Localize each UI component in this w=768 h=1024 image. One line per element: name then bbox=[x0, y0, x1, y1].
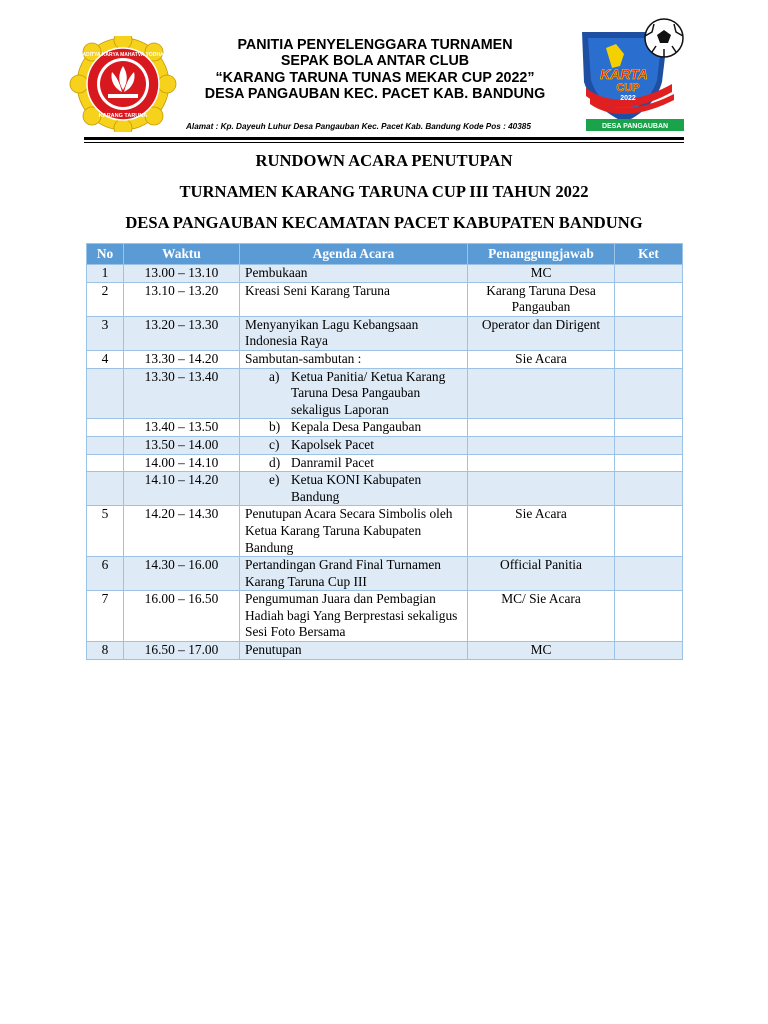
document-title: RUNDOWN ACARA PENUTUPAN bbox=[255, 151, 513, 170]
cell-penanggungjawab bbox=[468, 472, 615, 506]
document-subtitle: TURNAMEN KARANG TARUNA CUP III TAHUN 2022 bbox=[179, 182, 589, 201]
header-waktu: Waktu bbox=[124, 244, 240, 265]
cell-agenda: Kreasi Seni Karang Taruna bbox=[240, 282, 468, 316]
sub-item-text: Kapolsek Pacet bbox=[291, 436, 374, 452]
cell-penanggungjawab: MC bbox=[468, 642, 615, 660]
sub-item-letter: a) bbox=[269, 368, 280, 384]
cell-no bbox=[87, 368, 124, 419]
cell-waktu: 14.10 – 14.20 bbox=[124, 472, 240, 506]
letterhead-divider-thin bbox=[84, 142, 684, 143]
cell-ket bbox=[615, 368, 683, 419]
cell-waktu: 14.30 – 16.00 bbox=[124, 557, 240, 591]
cell-agenda bbox=[240, 368, 468, 419]
cell-no bbox=[87, 472, 124, 506]
cup-text: CUP bbox=[616, 82, 640, 94]
table-row bbox=[87, 454, 683, 472]
cell-agenda: Sambutan-sambutan : bbox=[240, 350, 468, 368]
cell-agenda: Pembukaan bbox=[240, 265, 468, 283]
cell-ket bbox=[615, 265, 683, 283]
table-row bbox=[87, 316, 683, 350]
cell-penanggungjawab: Karang Taruna Desa Pangauban bbox=[468, 282, 615, 316]
document-location: DESA PANGAUBAN KECAMATAN PACET KABUPATEN BANDUNG bbox=[125, 213, 643, 232]
cell-ket bbox=[615, 591, 683, 642]
cell-agenda: Menyanyikan Lagu Kebangsaan Indonesia Raya bbox=[240, 316, 468, 350]
sub-item-text: Danramil Pacet bbox=[291, 454, 374, 470]
table-row bbox=[87, 265, 683, 283]
cell-penanggungjawab bbox=[468, 454, 615, 472]
cell-no: 4 bbox=[87, 350, 124, 368]
cell-penanggungjawab: Sie Acara bbox=[468, 506, 615, 557]
cell-penanggungjawab bbox=[468, 368, 615, 419]
cell-waktu: 13.30 – 13.40 bbox=[124, 368, 240, 419]
cell-penanggungjawab bbox=[468, 436, 615, 454]
cell-waktu: 13.10 – 13.20 bbox=[124, 282, 240, 316]
sub-item-text: Kepala Desa Pangauban bbox=[291, 419, 422, 435]
cell-waktu: 16.00 – 16.50 bbox=[124, 591, 240, 642]
cell-agenda bbox=[240, 472, 468, 506]
cell-agenda bbox=[240, 454, 468, 472]
cell-ket bbox=[615, 436, 683, 454]
sub-item-letter: e) bbox=[269, 472, 280, 488]
cell-waktu: 13.20 – 13.30 bbox=[124, 316, 240, 350]
letterhead-line-2: SEPAK BOLA ANTAR CLUB bbox=[280, 53, 470, 70]
cell-no bbox=[87, 436, 124, 454]
cell-waktu: 13.00 – 13.10 bbox=[124, 265, 240, 283]
letterhead-line-4: DESA PANGAUBAN KEC. PACET KAB. BANDUNG bbox=[204, 85, 546, 102]
cell-penanggungjawab: MC bbox=[468, 265, 615, 283]
cell-waktu: 13.50 – 14.00 bbox=[124, 436, 240, 454]
letterhead-address: Alamat : Kp. Dayeuh Luhur Desa Pangauban Kec. Pacet Kab. Bandung Kode Pos : 40385 bbox=[186, 122, 531, 131]
cell-ket bbox=[615, 472, 683, 506]
table-row bbox=[87, 282, 683, 316]
cell-penanggungjawab: MC/ Sie Acara bbox=[468, 591, 615, 642]
cell-agenda bbox=[240, 419, 468, 437]
header-penanggungjawab: Penanggungjawab bbox=[468, 244, 615, 265]
cell-ket bbox=[615, 642, 683, 660]
cell-ket bbox=[615, 316, 683, 350]
header-ket: Ket bbox=[615, 244, 683, 265]
table-row bbox=[87, 506, 683, 557]
table-row bbox=[87, 591, 683, 642]
cell-agenda bbox=[240, 436, 468, 454]
cell-waktu: 13.30 – 14.20 bbox=[124, 350, 240, 368]
cell-penanggungjawab: Official Panitia bbox=[468, 557, 615, 591]
cell-no: 2 bbox=[87, 282, 124, 316]
cell-no bbox=[87, 419, 124, 437]
table-row bbox=[87, 350, 683, 368]
table-row bbox=[87, 419, 683, 437]
cell-no: 5 bbox=[87, 506, 124, 557]
table-header-row bbox=[87, 244, 683, 265]
cell-agenda: Pengumuman Juara dan Pembagian Hadiah bagi Yang Berprestasi sekaligus Sesi Foto Bersama bbox=[240, 591, 468, 642]
table-row bbox=[87, 436, 683, 454]
table-row bbox=[87, 557, 683, 591]
cell-ket bbox=[615, 282, 683, 316]
header-no: No bbox=[87, 244, 124, 265]
logo-left-top-text: ADITYA KARYA MAHATVA YODHA bbox=[82, 52, 164, 58]
cell-ket bbox=[615, 419, 683, 437]
cell-agenda: Penutupan Acara Secara Simbolis oleh Ketua Karang Taruna Kabupaten Bandung bbox=[240, 506, 468, 557]
karta-text: KARTA bbox=[600, 66, 648, 82]
karta-cup-logo bbox=[576, 18, 690, 134]
rundown-table bbox=[86, 243, 683, 660]
table-row bbox=[87, 368, 683, 419]
cell-no: 8 bbox=[87, 642, 124, 660]
sub-item-letter: b) bbox=[269, 419, 281, 435]
cell-penanggungjawab bbox=[468, 419, 615, 437]
cell-no: 7 bbox=[87, 591, 124, 642]
cell-ket bbox=[615, 557, 683, 591]
cell-waktu: 14.00 – 14.10 bbox=[124, 454, 240, 472]
sub-item-text: Ketua Panitia/ Ketua Karang Taruna Desa Pangauban sekaligus Laporan bbox=[291, 368, 446, 417]
cell-waktu: 16.50 – 17.00 bbox=[124, 642, 240, 660]
cell-penanggungjawab: Sie Acara bbox=[468, 350, 615, 368]
karang-taruna-logo bbox=[68, 36, 178, 132]
cell-ket bbox=[615, 454, 683, 472]
cell-waktu: 14.20 – 14.30 bbox=[124, 506, 240, 557]
letterhead-heading bbox=[180, 37, 570, 102]
letterhead-line-3: “KARANG TARUNA TUNAS MEKAR CUP 2022” bbox=[215, 69, 535, 86]
cell-no: 1 bbox=[87, 265, 124, 283]
letterhead-divider bbox=[84, 137, 684, 140]
cell-agenda: Penutupan bbox=[240, 642, 468, 660]
letterhead-line-1: PANITIA PENYELENGGARA TURNAMEN bbox=[237, 37, 513, 53]
cell-ket bbox=[615, 350, 683, 368]
cell-no: 3 bbox=[87, 316, 124, 350]
table-row bbox=[87, 642, 683, 660]
year-text: 2022 bbox=[620, 95, 636, 102]
cell-no bbox=[87, 454, 124, 472]
cell-agenda: Pertandingan Grand Final Turnamen Karang Taruna Cup III bbox=[240, 557, 468, 591]
cell-ket bbox=[615, 506, 683, 557]
cell-waktu: 13.40 – 13.50 bbox=[124, 419, 240, 437]
logo-left-bottom-text: KARANG TARUNA bbox=[98, 113, 148, 119]
desa-banner-text: DESA PANGAUBAN bbox=[601, 123, 669, 130]
cell-no: 6 bbox=[87, 557, 124, 591]
sub-item-letter: d) bbox=[269, 454, 281, 470]
sub-item-text: Ketua KONI Kabupaten Bandung bbox=[291, 472, 422, 504]
header-agenda: Agenda Acara bbox=[240, 244, 468, 265]
sub-item-letter: c) bbox=[269, 436, 280, 452]
table-row bbox=[87, 472, 683, 506]
cell-penanggungjawab: Operator dan Dirigent bbox=[468, 316, 615, 350]
